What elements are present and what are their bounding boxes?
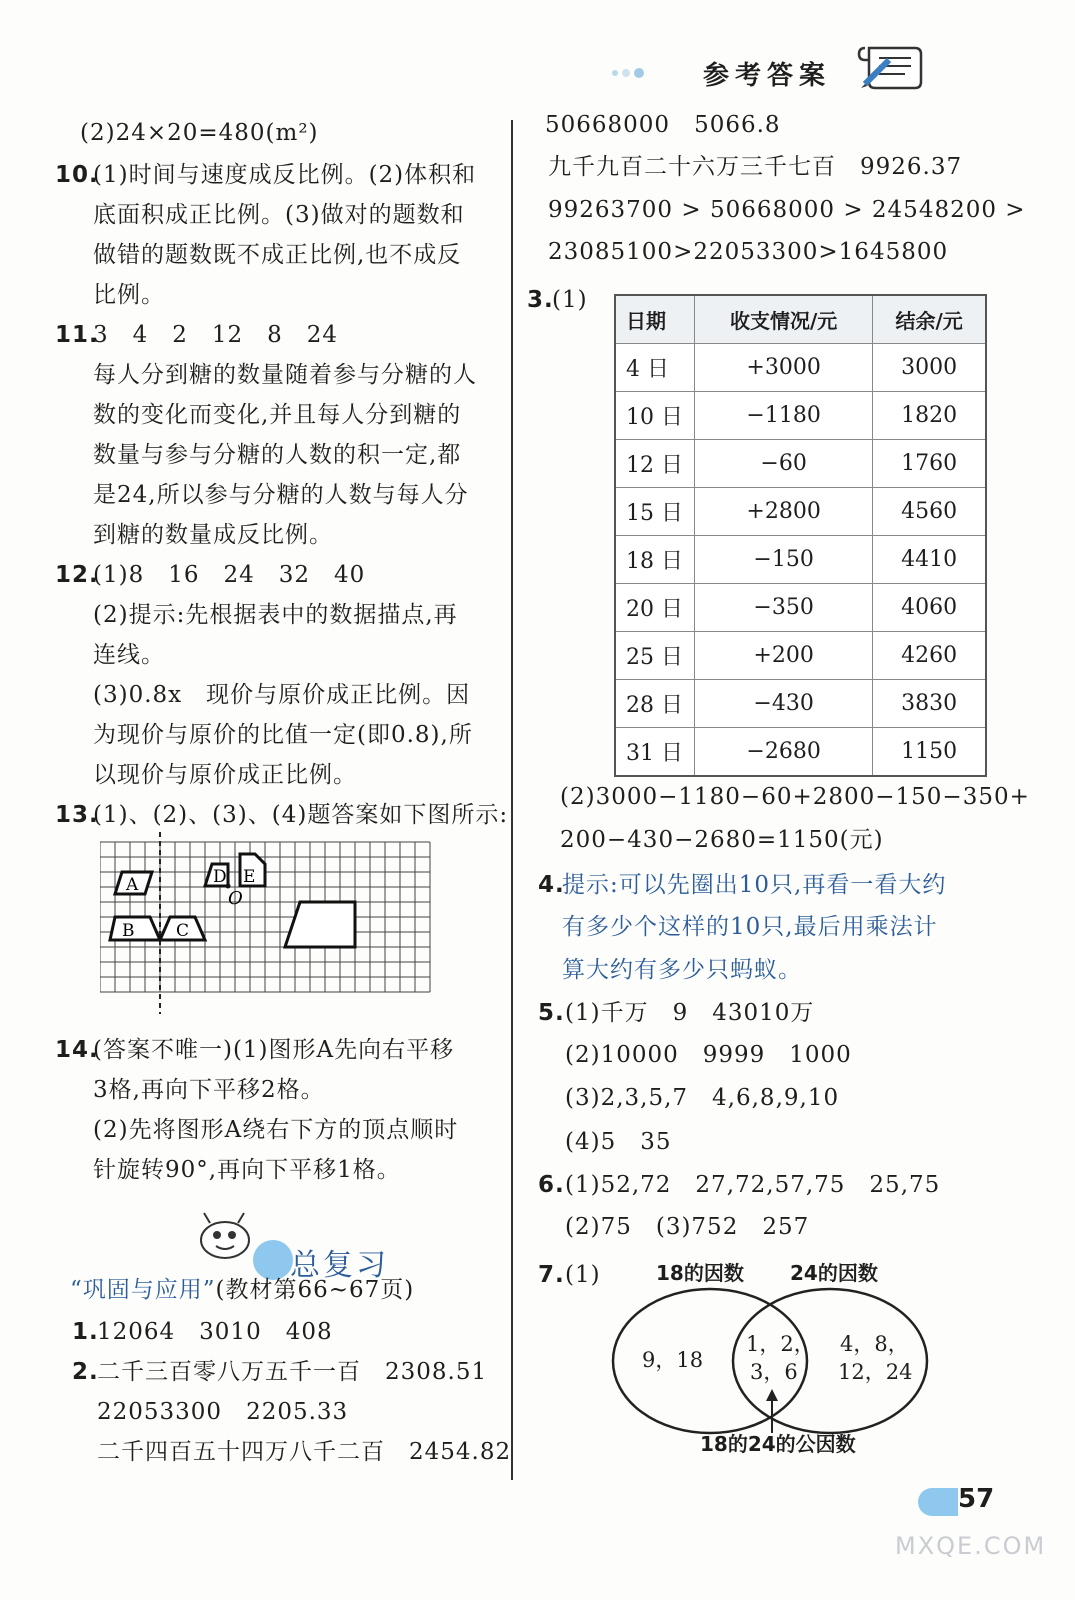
q13-number: 13.	[55, 802, 99, 828]
shape-b	[110, 917, 160, 940]
cell-balance: 1820	[873, 392, 986, 440]
cell-change: +3000	[695, 344, 873, 392]
q6-line1: (1)52,72 27,72,57,75 25,75	[565, 1172, 941, 1198]
label-d: D	[213, 867, 227, 887]
q11-line4: 数量与参与分糖的人数的积一定,都	[93, 442, 462, 468]
q12-line6: 以现价与原价成正比例。	[93, 762, 357, 788]
table-row	[615, 344, 986, 392]
header-change: 收支情况/元	[695, 295, 873, 344]
venn-left-only: 9，18	[642, 1348, 704, 1372]
q12-line3: 连线。	[93, 642, 165, 668]
income-expense-table	[614, 294, 987, 777]
q11-line1: 3 4 2 12 8 24	[93, 322, 339, 348]
q3-number: 3.	[527, 287, 554, 313]
scroll-pencil-icon	[855, 40, 925, 92]
page-number: 57	[958, 1484, 995, 1514]
label-b: B	[122, 921, 135, 941]
page-header-title: 参考答案	[703, 61, 832, 91]
cell-date: 15 日	[615, 488, 695, 536]
venn-right-title: 24的因数	[790, 1261, 878, 1285]
cell-balance: 3830	[873, 680, 986, 728]
mascot-icon	[190, 1205, 260, 1265]
q12-line2: (2)提示:先根据表中的数据描点,再	[93, 602, 458, 628]
transformation-grid-figure	[100, 832, 436, 1014]
q4-number: 4.	[538, 872, 565, 898]
cell-balance: 4060	[873, 584, 986, 632]
cell-balance: 1150	[873, 728, 986, 777]
review-q2-line2: 22053300 2205.33	[97, 1399, 349, 1425]
cell-change: −1180	[695, 392, 873, 440]
cell-date: 12 日	[615, 440, 695, 488]
sub-heading-pages: (教材第66~67页)	[215, 1277, 415, 1303]
venn-left-title: 18的因数	[656, 1261, 744, 1285]
q7-number: 7.	[538, 1262, 565, 1288]
review-q1-answer: 12064 3010 408	[97, 1319, 333, 1345]
cell-change: +2800	[695, 488, 873, 536]
label-e: E	[243, 867, 256, 887]
table-row	[615, 728, 986, 777]
q3-part2-line2: 200−430−2680=1150(元)	[560, 827, 884, 853]
q5-line1: (1)千万 9 43010万	[565, 1000, 815, 1026]
cell-date: 31 日	[615, 728, 695, 777]
q5-line2: (2)10000 9999 1000	[565, 1042, 852, 1068]
cell-date: 4 日	[615, 344, 695, 392]
q3-part2-line1: (2)3000−1180−60+2800−150−350+	[560, 784, 1030, 810]
venn-arrow-head	[766, 1389, 778, 1401]
watermark-text: MXQE.COM	[895, 1532, 1047, 1560]
review-section-title: 总复习	[290, 1248, 389, 1283]
q10-line1: (1)时间与速度成反比例。(2)体积和	[93, 162, 477, 188]
q10-line4: 比例。	[93, 282, 165, 308]
q11-line3: 数的变化而变化,并且每人分到糖的	[93, 402, 462, 428]
q13-line1: (1)、(2)、(3)、(4)题答案如下图所示:	[93, 802, 509, 828]
q14-number: 14.	[55, 1037, 99, 1063]
q14-line2: 3格,再向下平移2格。	[93, 1077, 325, 1103]
review-q2-line1: 二千三百零八万五千一百 2308.51	[97, 1359, 488, 1385]
q12-line4: (3)0.8x 现价与原价成正比例。因	[93, 682, 471, 708]
cell-balance: 4560	[873, 488, 986, 536]
cell-balance: 1760	[873, 440, 986, 488]
cell-balance: 3000	[873, 344, 986, 392]
q11-line5: 是24,所以参与分糖的人数与每人分	[93, 482, 469, 508]
table-row	[615, 584, 986, 632]
page-number-badge	[918, 1488, 958, 1516]
label-a: A	[126, 875, 139, 895]
right-line2: 九千九百二十六万三千七百 9926.37	[548, 154, 963, 180]
q11-line6: 到糖的数量成反比例。	[93, 522, 333, 548]
label-o: O	[228, 888, 243, 909]
venn-common-line1: 1，2，	[746, 1332, 815, 1356]
q10-number: 10.	[55, 162, 99, 188]
review-q2-line3: 二千四百五十四万八千二百 2454.82	[97, 1439, 512, 1465]
cell-date: 10 日	[615, 392, 695, 440]
right-line1: 50668000 5066.8	[545, 112, 781, 138]
q5-number: 5.	[538, 1000, 565, 1026]
q14-line4: 针旋转90°,再向下平移1格。	[93, 1157, 401, 1183]
venn-diagram	[600, 1255, 950, 1455]
sub-heading	[70, 1275, 414, 1305]
column-divider	[511, 120, 513, 1480]
q4-line1: 提示:可以先圈出10只,再看一看大约	[562, 872, 947, 898]
venn-right-only-line2: 12，24	[838, 1360, 913, 1384]
q6-number: 6.	[538, 1172, 565, 1198]
review-q1-number: 1.	[72, 1319, 99, 1345]
q5-line3: (3)2,3,5,7 4,6,8,9,10	[565, 1085, 840, 1111]
q3-part1-label: (1)	[552, 287, 588, 313]
cell-date: 28 日	[615, 680, 695, 728]
q5-line4: (4)5 35	[565, 1129, 672, 1155]
q14-line3: (2)先将图形A绕右下方的顶点顺时	[93, 1117, 459, 1143]
cell-change: −150	[695, 536, 873, 584]
review-title-badge	[253, 1240, 293, 1280]
cell-change: −60	[695, 440, 873, 488]
table-row	[615, 632, 986, 680]
header-dots	[612, 68, 646, 78]
q10-line2: 底面积成正比例。(3)做对的题数和	[93, 202, 465, 228]
q9-part2: (2)24×20=480(m²)	[80, 120, 319, 146]
q10-line3: 做错的题数既不成正比例,也不成反	[93, 242, 462, 268]
right-line3: 99263700 > 50668000 > 24548200 >	[548, 197, 1026, 223]
q11-number: 11.	[55, 322, 99, 348]
table-header-row	[615, 295, 986, 344]
table-row	[615, 392, 986, 440]
q12-line1: (1)8 16 24 32 40	[93, 562, 366, 588]
table-row	[615, 440, 986, 488]
q6-line2: (2)75 (3)752 257	[565, 1214, 810, 1240]
cell-change: −430	[695, 680, 873, 728]
table-row	[615, 536, 986, 584]
cell-balance: 4410	[873, 536, 986, 584]
header-balance: 结余/元	[873, 295, 986, 344]
sub-heading-highlight: “巩固与应用”	[70, 1277, 216, 1303]
q11-line2: 每人分到糖的数量随着参与分糖的人	[93, 362, 477, 388]
q4-line3: 算大约有多少只蚂蚁。	[562, 957, 802, 983]
table-row	[615, 488, 986, 536]
cell-change: −350	[695, 584, 873, 632]
label-c: C	[176, 921, 190, 941]
cell-change: −2680	[695, 728, 873, 777]
venn-caption: 18的24的公因数	[700, 1432, 856, 1455]
venn-common-line2: 3，6	[750, 1360, 798, 1384]
cell-date: 25 日	[615, 632, 695, 680]
q12-line5: 为现价与原价的比值一定(即0.8),所	[93, 722, 473, 748]
right-line4: 23085100>22053300>1645800	[548, 239, 949, 265]
review-q2-number: 2.	[72, 1359, 99, 1385]
cell-balance: 4260	[873, 632, 986, 680]
q7-part1-label: (1)	[565, 1262, 601, 1288]
venn-right-only-line1: 4，8，	[840, 1332, 909, 1356]
q12-number: 12.	[55, 562, 99, 588]
table-row	[615, 680, 986, 728]
cell-change: +200	[695, 632, 873, 680]
cell-date: 20 日	[615, 584, 695, 632]
header-date: 日期	[615, 295, 695, 344]
q14-line1: (答案不唯一)(1)图形A先向右平移	[93, 1037, 455, 1063]
cell-date: 18 日	[615, 536, 695, 584]
q4-line2: 有多少个这样的10只,最后用乘法计	[562, 914, 938, 940]
